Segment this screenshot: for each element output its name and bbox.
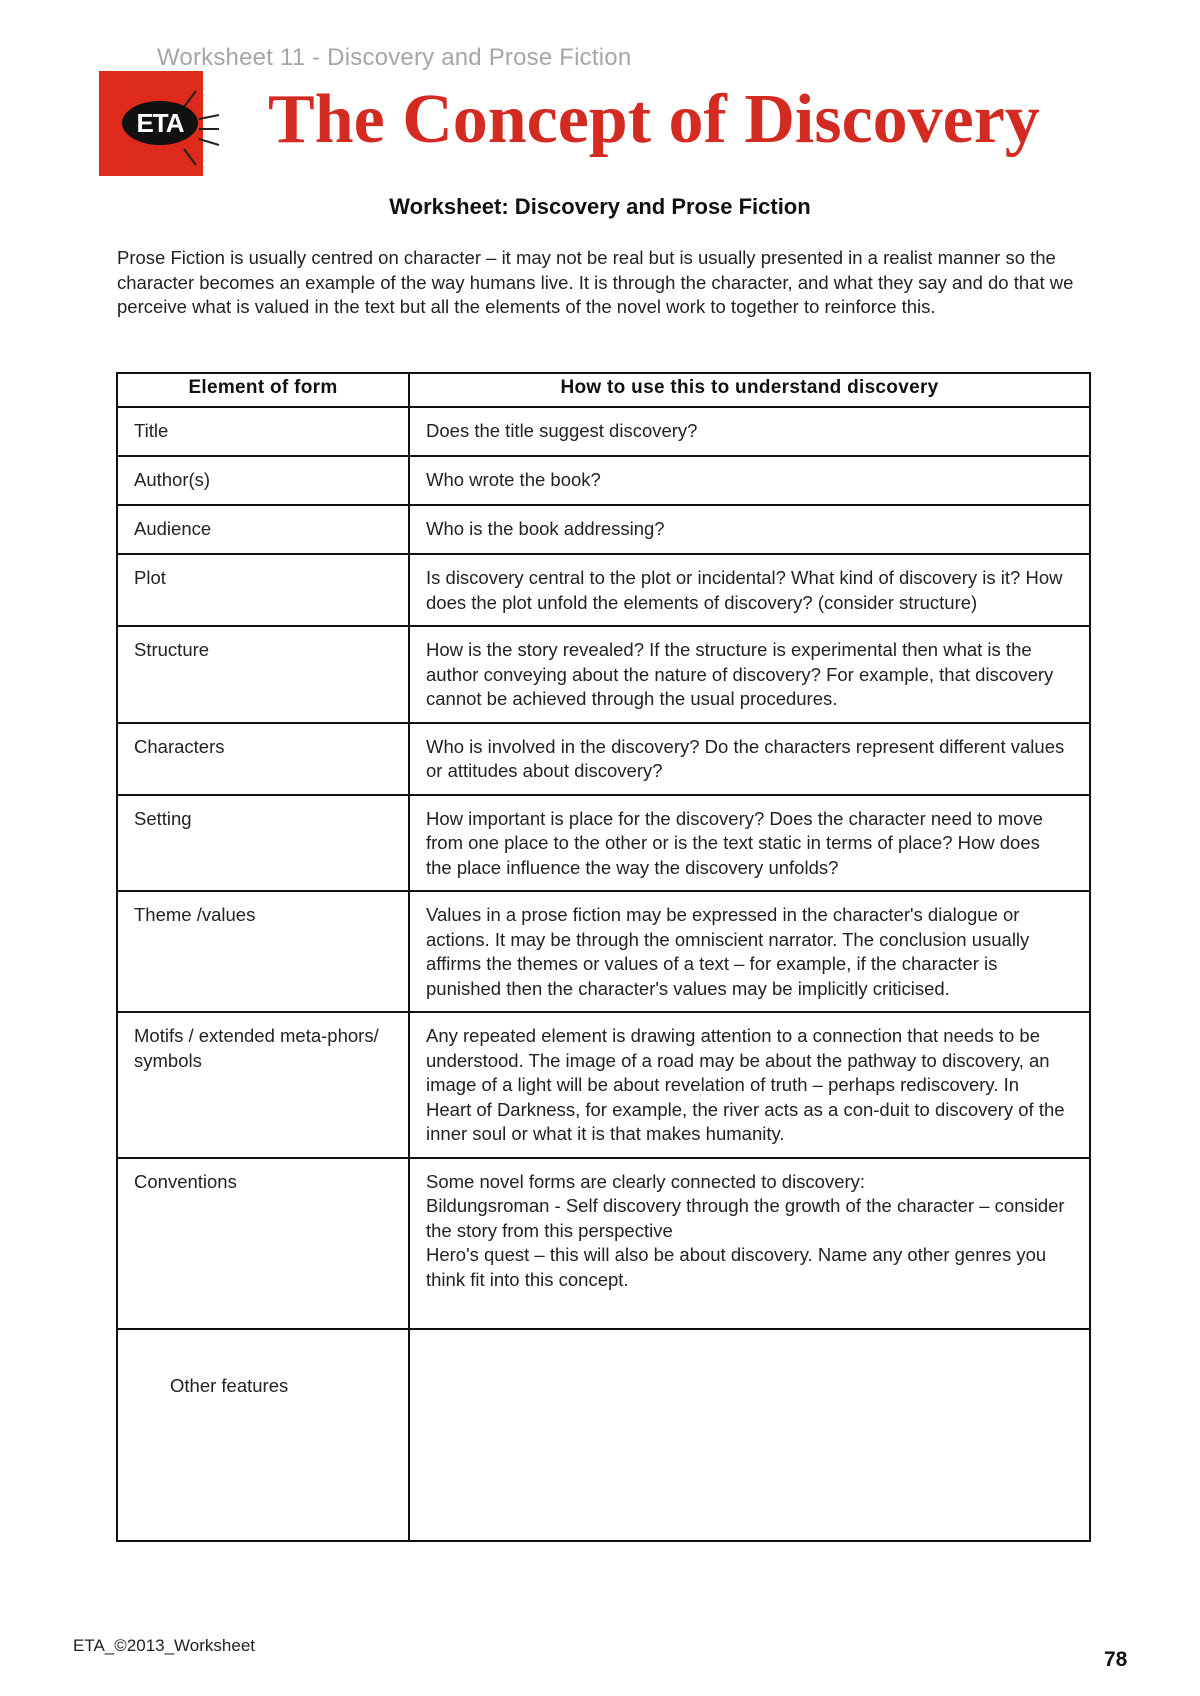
- logo-text: ETA: [122, 101, 198, 145]
- table-row: [117, 505, 1090, 554]
- element-cell: Structure: [117, 626, 409, 723]
- table-row: [117, 723, 1090, 795]
- table-row: [117, 1329, 1090, 1541]
- intro-paragraph: Prose Fiction is usually centred on character – it may not be real but is usually presented in a realist manner so the character becomes an example of the way humans live. It is through the character, and what they say and do that we perceive what is valued in the text but all the elements of the novel work to together to reinforce this.: [117, 247, 1074, 317]
- question-cell: How is the story revealed? If the structure is experimental then what is the author conveying about the nature of discovery? For example, that discovery cannot be achieved through the usual procedures.: [409, 626, 1090, 723]
- table-row: [117, 795, 1090, 892]
- question-cell: Does the title suggest discovery?: [409, 407, 1090, 456]
- element-cell: Plot: [117, 554, 409, 626]
- discovery-table: [116, 372, 1091, 1542]
- table-row: [117, 407, 1090, 456]
- question-cell: How important is place for the discovery? Does the character need to move from one place to the other or is the text static in terms of place? How does the place influence the way the discovery unfolds?: [409, 795, 1090, 892]
- element-cell: Author(s): [117, 456, 409, 505]
- element-cell: Other features: [117, 1329, 409, 1541]
- table-row: [117, 554, 1090, 626]
- question-cell: Values in a prose fiction may be expressed in the character's dialogue or actions. It may be through the omniscient narrator. The conclusion usually affirms the themes or values of a text – for example, if the character is punished then the character's values may be implicitly criticised.: [409, 891, 1090, 1012]
- page-title: The Concept of Discovery: [268, 81, 1040, 158]
- table-row: [117, 1158, 1090, 1329]
- table-row: [117, 456, 1090, 505]
- element-cell: Conventions: [117, 1158, 409, 1329]
- element-cell: Title: [117, 407, 409, 456]
- element-cell: Motifs / extended meta-phors/ symbols: [117, 1012, 409, 1158]
- table-row: [117, 1012, 1090, 1158]
- table-row: [117, 891, 1090, 1012]
- question-cell: Who wrote the book?: [409, 456, 1090, 505]
- worksheet-subtitle: Worksheet: Discovery and Prose Fiction: [389, 194, 811, 219]
- column-header-how-to: How to use this to understand discovery: [409, 373, 1090, 407]
- question-cell: Who is involved in the discovery? Do the characters represent different values or attitudes about discovery?: [409, 723, 1090, 795]
- question-cell: Some novel forms are clearly connected to discovery: Bildungsroman - Self discovery through the growth of the character – consider the story from this perspective Hero's quest – this will also be about discovery. Name any other genres you think fit into this concept.: [409, 1158, 1090, 1329]
- element-cell: Theme /values: [117, 891, 409, 1012]
- table-row: [117, 626, 1090, 723]
- question-cell: Any repeated element is drawing attention to a connection that needs to be understood. The image of a road may be about the pathway to discovery, an image of a light will be about revelation of truth – perhaps rediscovery. In Heart of Darkness, for example, the river acts as a con-duit to discovery of the inner soul or what it is that makes humanity.: [409, 1012, 1090, 1158]
- table-header-row: [117, 373, 1090, 407]
- running-head: Worksheet 11 - Discovery and Prose Fiction: [157, 44, 632, 71]
- element-cell: Setting: [117, 795, 409, 892]
- element-cell: Audience: [117, 505, 409, 554]
- element-cell: Characters: [117, 723, 409, 795]
- answer-blank-cell[interactable]: [409, 1329, 1090, 1541]
- page-number: 78: [1104, 1648, 1128, 1671]
- footer-copyright: ETA_©2013_Worksheet: [73, 1636, 255, 1655]
- column-header-element: Element of form: [117, 373, 409, 407]
- eta-logo: [99, 69, 229, 179]
- question-cell: Who is the book addressing?: [409, 505, 1090, 554]
- question-cell: Is discovery central to the plot or incidental? What kind of discovery is it? How does the plot unfold the elements of discovery? (consider structure): [409, 554, 1090, 626]
